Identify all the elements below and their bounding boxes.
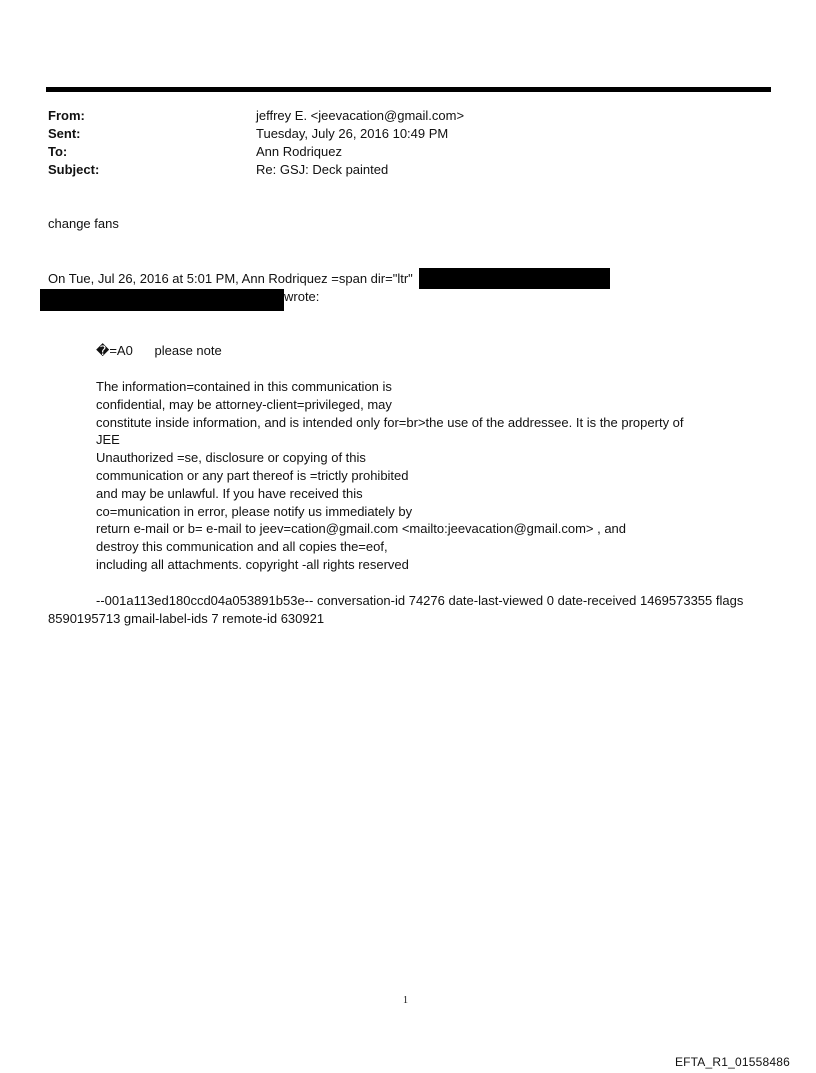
- disclaimer-line: return e-mail or b= e-mail to jeev=cation@gmail.com <mailto:jeevacation@gmail.com> , and: [96, 521, 627, 537]
- sent-label: Sent:: [48, 126, 81, 141]
- disclaimer-line: JEE: [96, 432, 120, 448]
- disclaimer-line: and may be unlawful. If you have received this: [96, 485, 363, 501]
- from-value: jeffrey E. <jeevacation@gmail.com>: [256, 108, 465, 123]
- quote-intro-line2: wrote:: [284, 289, 320, 304]
- to-value: Ann Rodriquez: [256, 144, 342, 159]
- sent-value: Tuesday, July 26, 2016 10:49 PM: [256, 126, 449, 141]
- header-rule: [46, 87, 771, 92]
- disclaimer-line: co=munication in error, please notify us immediately by: [96, 503, 413, 519]
- reply-text: change fans: [48, 216, 119, 231]
- metadata-line2: 8590195713 gmail-label-ids 7 remote-id 630921: [48, 611, 325, 626]
- disclaimer-line: confidential, may be attorney-client=privileged, may: [96, 396, 392, 412]
- disclaimer-block: [96, 378, 684, 574]
- page-number: 1: [403, 995, 408, 1006]
- redaction-box-2: [40, 289, 284, 311]
- subject-value: Re: GSJ: Deck painted: [256, 162, 389, 177]
- disclaimer-line: constitute inside information, and is intended only for=br>the use of the addressee. It is the property of: [96, 414, 684, 430]
- from-label: From:: [48, 108, 85, 123]
- disclaimer-line: Unauthorized =se, disclosure or copying of this: [96, 450, 366, 466]
- note-line: �=A0 please note: [96, 343, 222, 358]
- disclaimer-line: The information=contained in this communication is: [96, 379, 392, 394]
- subject-label: Subject:: [48, 162, 100, 177]
- disclaimer-line: destroy this communication and all copies the=eof,: [96, 539, 388, 555]
- disclaimer-line: including all attachments. copyright -all rights reserved: [96, 556, 409, 572]
- quote-intro-line1: On Tue, Jul 26, 2016 at 5:01 PM, Ann Rodriquez =span dir="ltr": [48, 271, 413, 286]
- disclaimer-line: communication or any part thereof is =trictly prohibited: [96, 467, 409, 483]
- redaction-box-1: [419, 268, 610, 289]
- document-id: EFTA_R1_01558486: [674, 1055, 790, 1069]
- to-label: To:: [48, 144, 68, 159]
- metadata-line1: --001a113ed180ccd04a053891b53e-- conversation-id 74276 date-last-viewed 0 date-received 1469573355 flags: [96, 593, 744, 608]
